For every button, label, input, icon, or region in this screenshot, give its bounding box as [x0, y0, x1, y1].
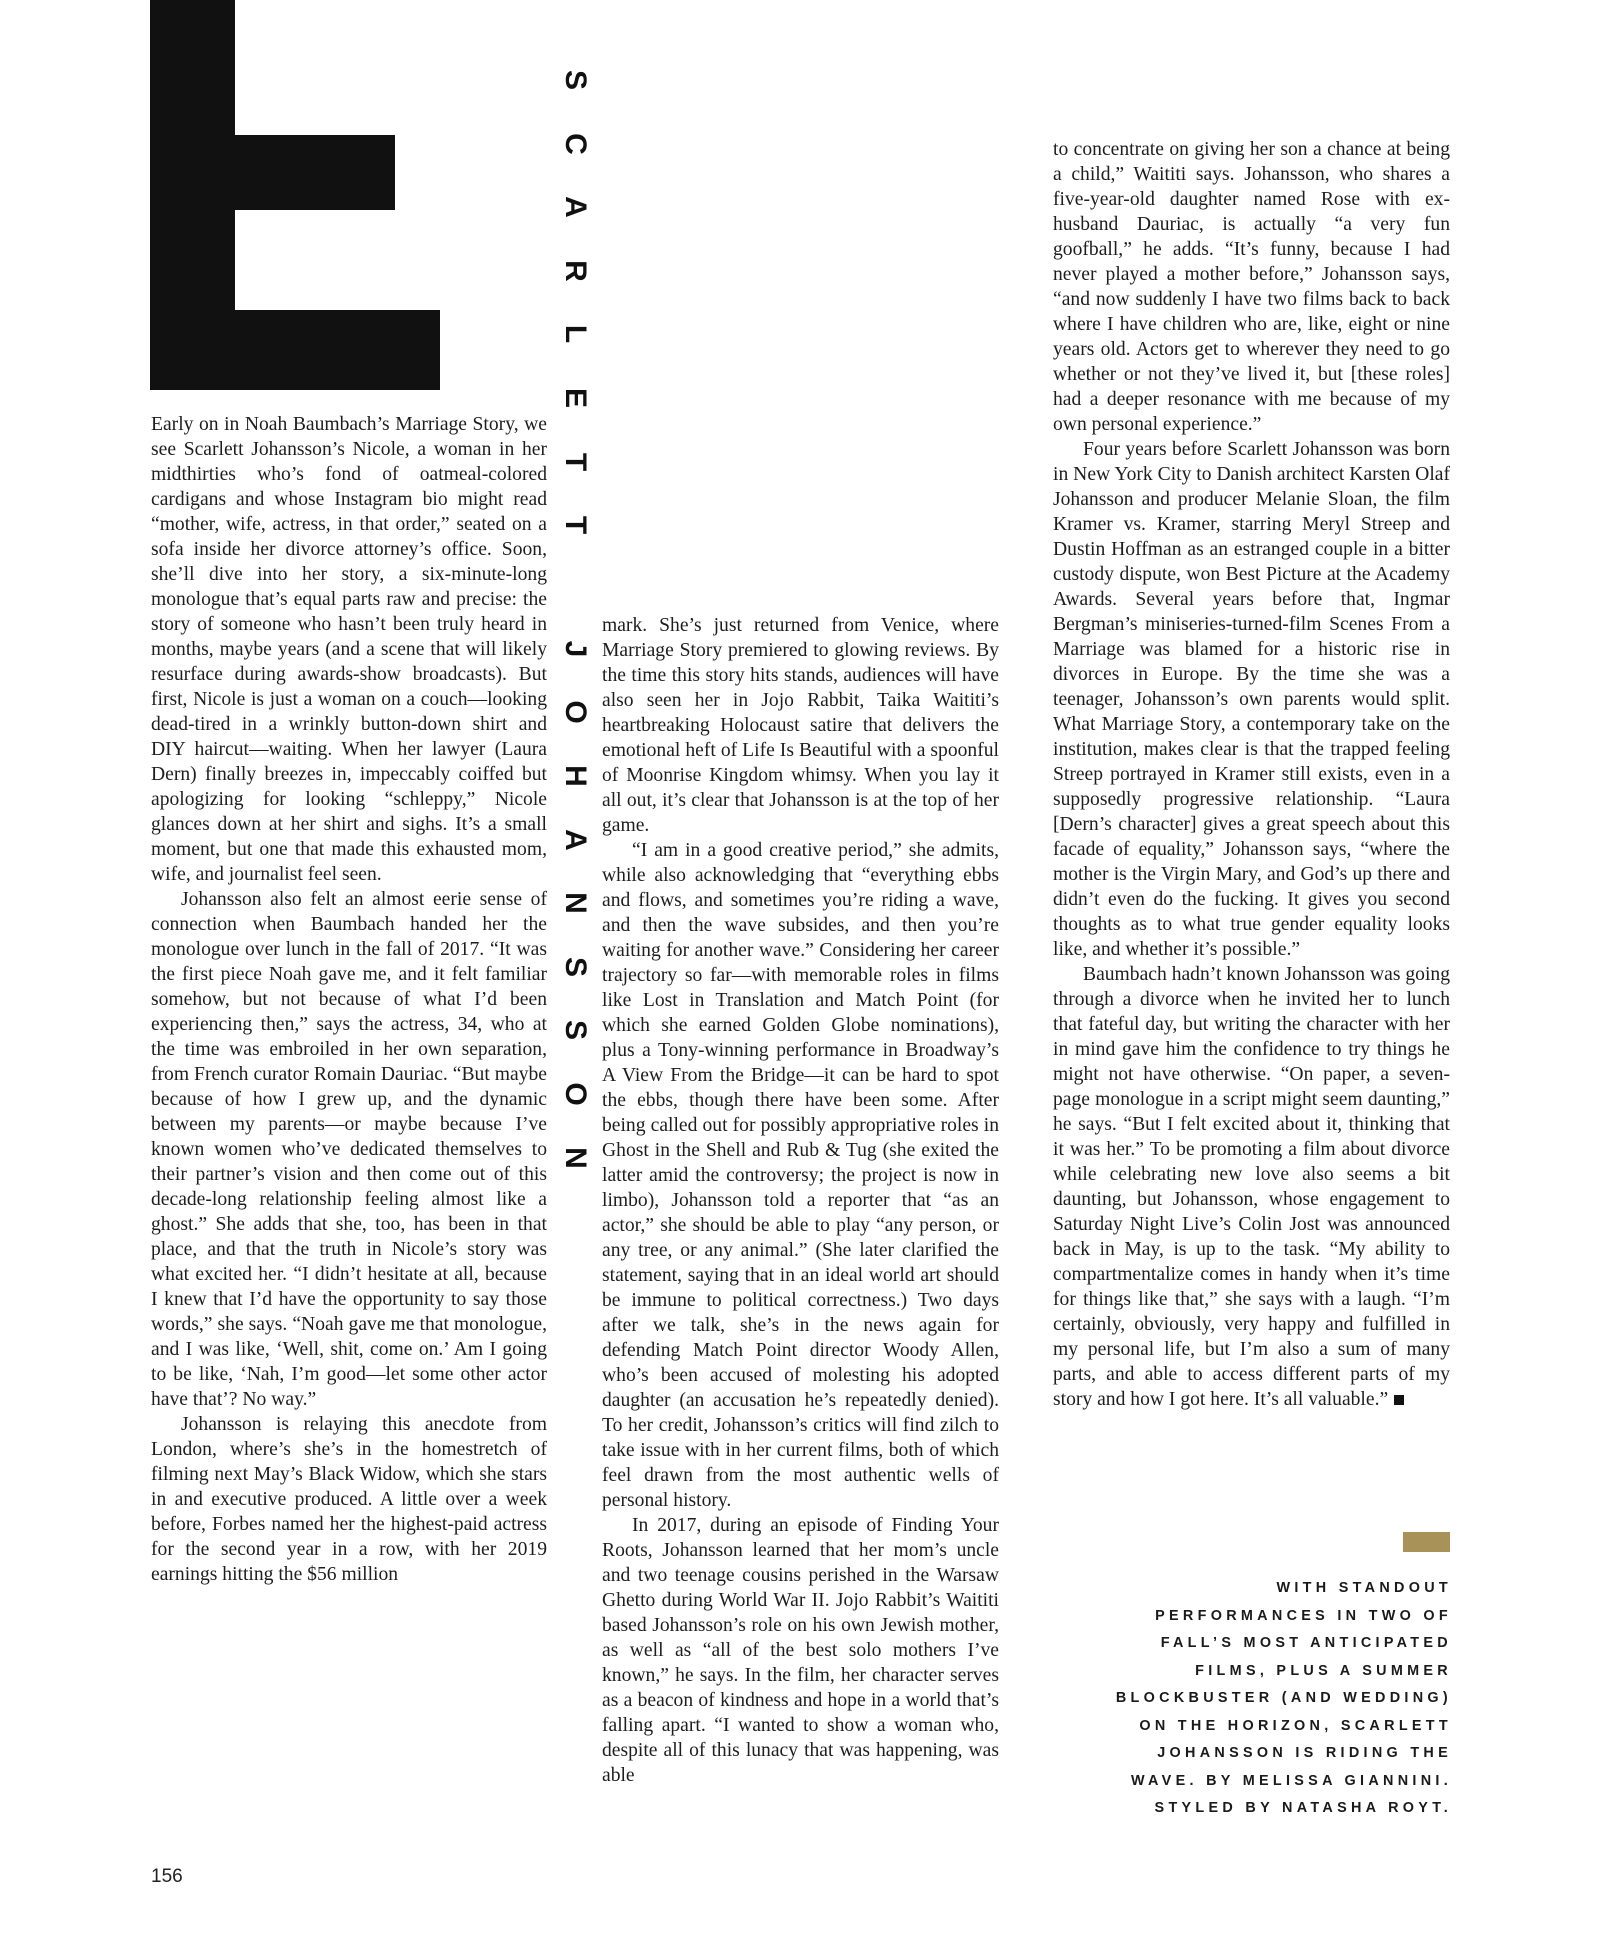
headline-letter: L — [559, 325, 592, 344]
headline-letter: T — [559, 452, 592, 471]
deck-line: FALL’S MOST ANTICIPATED — [1160, 1635, 1452, 1651]
paragraph: “I am in a good creative period,” she admits, while also acknowledging that “everything ebbs and flows, and sometimes you’re riding a wave, and then the wave subsides, and then you’re waiting for another wave.” Considering her career trajectory so far—with memorable roles in films like Lost in Translation and Match Point (for which she earned Golden Globe nominations), plus a Tony-winning performance in Broadway’s A View From the Bridge—it can be hard to spot the ebbs, though there have been some. After being called out for possibly appropriative roles in Ghost in the Shell and Rub & Tug (she exited the latter amid the controversy; the project is now in limbo), Johansson told a reporter that “as an actor,” she should be able to play “any person, or any tree, or any animal.” (She later clarified the statement, saying that in an ideal world art should be immune to political correctness.) Two days after we talk, she’s in the news again for defending Match Point director Woody Allen, who’s been accused of molesting his adopted daughter (an accusation he’s repeatedly denied). To her credit, Johansson’s critics will find zilch to take issue with in her current films, both of which feel drawn from the most authentic wells of personal history. — [602, 840, 999, 1511]
end-of-article-mark — [1394, 1395, 1404, 1405]
paragraph: to concentrate on giving her son a chance at being a child,” Waititi says. Johansson, who shares a five-year-old daughter named Rose with ex-husband Dauriac, is actually “a very fun goofball,” he adds. “It’s funny, because I had never played a mother before,” Johansson says, “and now suddenly I have two films back to back where I have children who are, like, eight or nine years old. Actors get to wherever they need to go whether or not they’ve lived it, but [these roles] had a deeper resonance with me because of my own personal experience.” — [1053, 139, 1450, 435]
drop-cap-letter-e — [150, 0, 440, 390]
headline-letter: O — [559, 700, 592, 725]
deck-line: JOHANSSON IS RIDING THE — [1157, 1745, 1452, 1761]
paragraph-text: Baumbach hadn’t known Johansson was going through a divorce when he invited her to lunch that fateful day, but writing the character with her in mind gave him the confidence to try things he might not have otherwise. “On paper, a seven-page monologue in a script might seem daunting,” he says. “But I felt excited about it, thinking that it was her.” To be promoting a film about divorce while celebrating new love also seems a bit daunting, but Johansson, whose engagement to Saturday Night Live’s Colin Jost was announced back in May, is up to the task. “My ability to compartmentalize comes in handy when it’s time for things like that,” she says with a laugh. “I’m certainly, obviously, very happy and fulfilled in my personal life, but I’m also a sum of many parts, and able to access different parts of my story and how I got here. It’s all valuable.” — [1053, 964, 1450, 1410]
deck-line: STYLED BY NATASHA ROYT. — [1154, 1800, 1452, 1816]
deck-line: BLOCKBUSTER (AND WEDDING) — [1115, 1690, 1452, 1706]
vertical-headline-scarlett-johansson — [560, 68, 590, 1209]
paragraph: Johansson is relaying this anecdote from London, where’s she’s in the homestretch of filming next May’s Black Widow, which she stars in and executive produced. A little over a week before, Forbes named her the highest-paid actress for the second year in a row, with her 2019 earnings hitting the $56 million — [151, 1414, 547, 1585]
paragraph: Early on in Noah Baumbach’s Marriage Story, we see Scarlett Johansson’s Nicole, a woman in her midthirties who’s fond of oatmeal-colored cardigans and whose Instagram bio might read “mother, wife, actress, in that order,” seated on a sofa inside her divorce attorney’s office. Soon, she’ll dive into her story, a six-minute-long monologue that’s equal parts raw and precise: the story of someone who hasn’t been truly heard in months, maybe years (and a scene that will likely resurface during awards-show broadcasts). But first, Nicole is just a woman on a couch—looking dead-tired in a wrinkly button-down shirt and DIY haircut—waiting. When her lawyer (Laura Dern) finally breezes in, impeccably coiffed but apologizing for looking “schleppy,” Nicole glances down at her shirt and sighs. It’s a small moment, but one that made this exhausted mom, wife, and journalist feel seen. — [151, 414, 547, 885]
article-column-3 — [1053, 137, 1450, 1412]
paragraph: Johansson also felt an almost eerie sense of connection when Baumbach handed her the monologue over lunch in the fall of 2017. “It was the first piece Noah gave me, and it felt familiar somehow, but not because of what I’d been experiencing then,” says the actress, 34, who at the time was embroiled in her own separation, from French curator Romain Dauriac. “But maybe because of how I grew up, and the dynamic between my parents—or maybe because I’ve known women who’ve dedicated themselves to their partner’s vision and then come out of this decade-long relationship feeling almost like a ghost.” She adds that she, too, has been in that place, and that the truth in Nicole’s story was what excited her. “I didn’t hesitate at all, because I knew that I’d have the opportunity to say those words,” she says. “Noah gave me that monologue, and I was like, ‘Well, shit, come on.’ Am I going to be like, ‘Nah, I’m good—let some other actor have that’? No way.” — [151, 889, 547, 1410]
headline-letter: J — [559, 640, 592, 658]
deck-line: WAVE. BY MELISSA GIANNINI. — [1130, 1772, 1452, 1789]
deck-line: WITH STANDOUT — [1276, 1580, 1452, 1596]
deck-line: PERFORMANCES IN TWO OF — [1155, 1607, 1452, 1624]
deck-line: ON THE HORIZON, SCARLETT — [1139, 1717, 1452, 1734]
paragraph — [1053, 962, 1450, 1412]
headline-letter: H — [559, 765, 592, 787]
article-column-1 — [151, 412, 547, 1587]
paragraph: mark. She’s just returned from Venice, where Marriage Story premiered to glowing reviews. By the time this story hits stands, audiences will have also seen her in Jojo Rabbit, Taika Waititi’s heartbreaking Holocaust satire that delivers the emotional heft of Life Is Beautiful with a spoonful of Moonrise Kingdom whimsy. When you lay it all out, it’s clear that Johansson is at the top of her game. — [602, 615, 999, 836]
headline-letter: S — [559, 1020, 592, 1041]
headline-letter: O — [559, 1082, 592, 1106]
headline-letter: E — [559, 387, 592, 408]
headline-letter: N — [559, 892, 592, 914]
headline-letter: S — [559, 69, 592, 90]
page-number: 156 — [151, 1866, 183, 1887]
paragraph: In 2017, during an episode of Finding Your Roots, Johansson learned that her mom’s uncle and two teenage cousins perished in the Warsaw Ghetto during World War II. Jojo Rabbit’s Waititi based Johansson’s role on his own Jewish mother, as well as “all of the best solo mothers I’ve known,” he says. In the film, her character serves as a beacon of kindness and hope in a world that’s falling apart. “I wanted to show a woman who, despite all of this lunacy that was happening, was able — [602, 1515, 999, 1786]
headline-letter: S — [559, 956, 592, 977]
headline-letter: N — [559, 1146, 592, 1169]
deck-line: FILMS, PLUS A SUMMER — [1195, 1662, 1452, 1679]
deck-text — [1060, 1575, 1452, 1823]
headline-letter: C — [559, 132, 592, 155]
article-column-2 — [602, 613, 999, 1788]
headline-letter: A — [559, 196, 592, 219]
headline-letter: T — [559, 515, 592, 535]
paragraph: Four years before Scarlett Johansson was born in New York City to Danish architect Karsten Olaf Johansson and producer Melanie Sloan, the film Kramer vs. Kramer, starring Meryl Streep and Dustin Hoffman as an estranged couple in a bitter custody dispute, won Best Picture at the Academy Awards. Several years before that, Ingmar Bergman’s miniseries-turned-film Scenes From a Marriage was blamed for a historic rise in divorces in Europe. By the time she was a teenager, Johansson’s own parents would split. What Marriage Story, a contemporary take on the institution, makes clear is that the trapped feeling Streep portrayed in Kramer still exists, even in a supposedly progressive relationship. “Laura [Dern’s character] gives a great speech about this facade of equality,” Johansson says, “where the mother is the Virgin Mary, and God’s up there and didn’t even do the fucking. It gives you second thoughts as to what true gender equality looks like, and whether it’s possible.” — [1053, 439, 1450, 960]
gold-accent-bar — [1403, 1532, 1450, 1552]
headline-letter: R — [559, 259, 592, 282]
headline-letter: A — [559, 828, 592, 851]
